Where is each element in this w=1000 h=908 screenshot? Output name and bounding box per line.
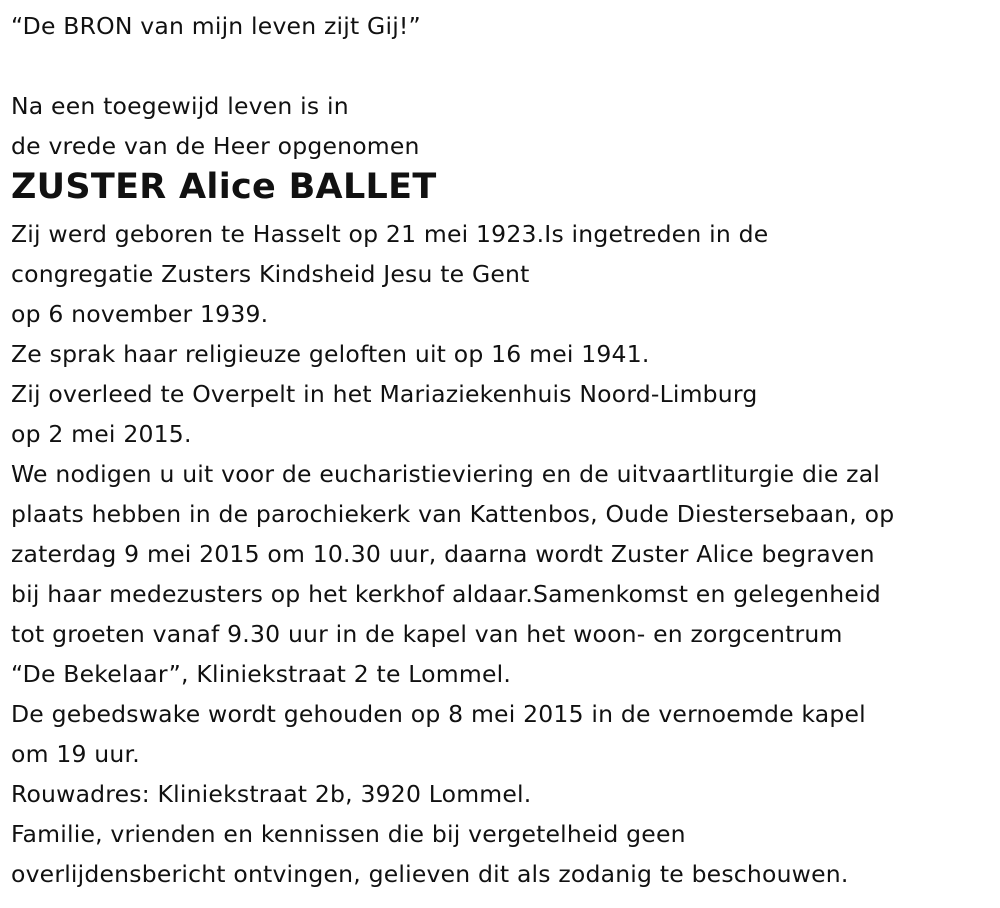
body-line: Ze sprak haar religieuze geloften uit op 16 mei 1941.	[11, 340, 650, 368]
body-line: Rouwadres: Kliniekstraat 2b, 3920 Lommel.	[11, 780, 532, 808]
body-line: Zij overleed te Overpelt in het Mariaziekenhuis Noord-Limburg	[11, 380, 758, 408]
body-line: De gebedswake wordt gehouden op 8 mei 2015 in de vernoemde kapel	[11, 700, 866, 728]
body-line: overlijdensbericht ontvingen, gelieven dit als zodanig te beschouwen.	[11, 860, 849, 888]
body-line: congregatie Zusters Kindsheid Jesu te Gent	[11, 260, 530, 288]
intro-line: Na een toegewijd leven is in	[11, 92, 349, 120]
deceased-name: ZUSTER Alice BALLET	[11, 167, 437, 207]
body-line: plaats hebben in de parochiekerk van Kattenbos, Oude Diestersebaan, op	[11, 500, 895, 528]
body-line: zaterdag 9 mei 2015 om 10.30 uur, daarna wordt Zuster Alice begraven	[11, 540, 875, 568]
body-line: om 19 uur.	[11, 740, 140, 768]
body-line: Zij werd geboren te Hasselt op 21 mei 1923.Is ingetreden in de	[11, 220, 769, 248]
body-line: We nodigen u uit voor de eucharistieviering en de uitvaartliturgie die zal	[11, 460, 881, 488]
body-line: op 6 november 1939.	[11, 300, 269, 328]
body-line: “De Bekelaar”, Kliniekstraat 2 te Lommel.	[11, 660, 512, 688]
body-line: Familie, vrienden en kennissen die bij vergetelheid geen	[11, 820, 686, 848]
intro-line: de vrede van de Heer opgenomen	[11, 132, 420, 160]
body-line: op 2 mei 2015.	[11, 420, 192, 448]
body-line: bij haar medezusters op het kerkhof aldaar.Samenkomst en gelegenheid	[11, 580, 881, 608]
body-line: tot groeten vanaf 9.30 uur in de kapel van het woon- en zorgcentrum	[11, 620, 843, 648]
opening-quote: “De BRON van mijn leven zijt Gij!”	[11, 12, 421, 40]
